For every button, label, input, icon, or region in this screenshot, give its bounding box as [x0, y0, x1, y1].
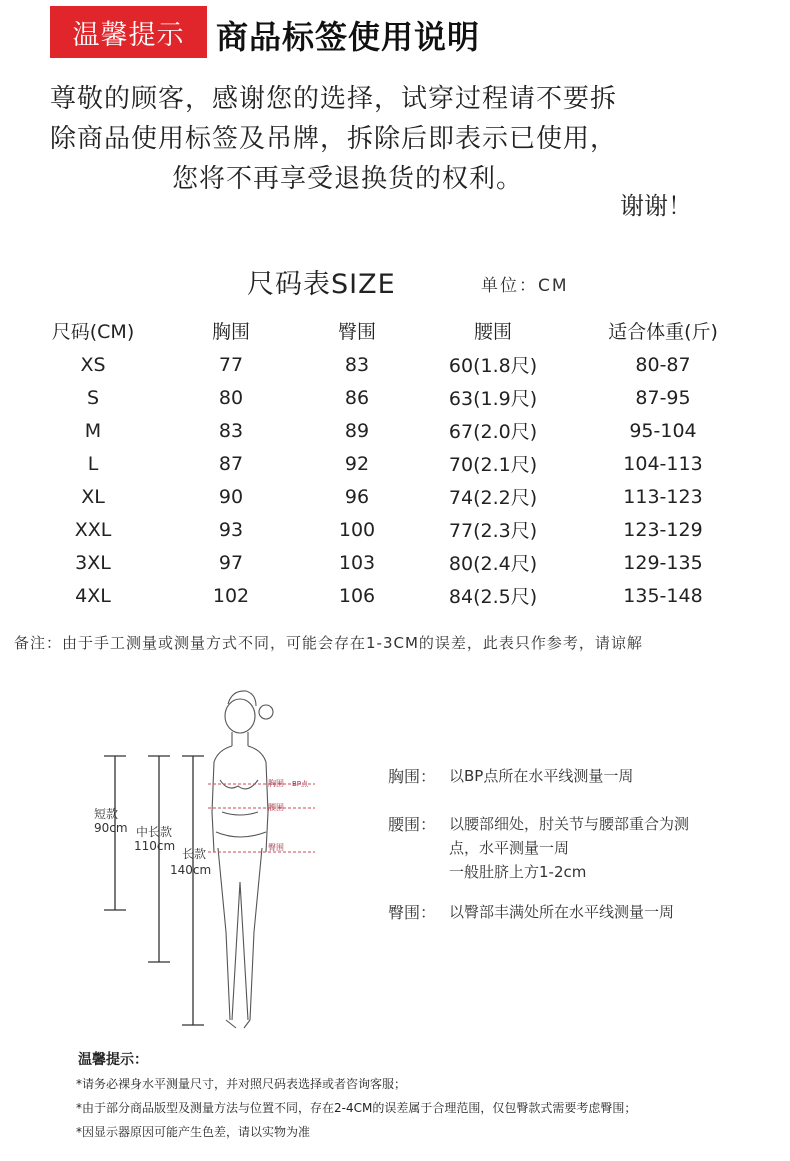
table-row: [40, 447, 738, 480]
cell-chest: 102: [212, 584, 250, 607]
guide-waist-desc-line-2: 点，水平测量一周: [449, 839, 570, 857]
cell-weight: 104-113: [623, 452, 703, 475]
cell-waist: 84(2.5尺): [448, 586, 538, 608]
size-chart-title: 尺码表SIZE: [247, 269, 396, 300]
table-header-row: [40, 312, 738, 348]
cell-chest: 87: [218, 452, 244, 475]
notice-line-1: 尊敬的顾客，感谢您的选择，试穿过程请不要拆: [50, 84, 618, 114]
column-header-weight: 适合体重(斤): [608, 320, 718, 343]
guide-waist-desc: [449, 812, 689, 884]
cell-weight: 95-104: [629, 419, 697, 442]
body-measurement-figure: [80, 682, 380, 1042]
cell-size: 3XL: [75, 551, 111, 574]
cell-size: XS: [80, 353, 106, 376]
page-title: 商品标签使用说明: [216, 18, 481, 56]
cell-hip: 96: [344, 485, 370, 508]
cell-hip: 100: [338, 518, 376, 541]
cell-waist: 74(2.2尺): [448, 487, 538, 509]
cell-waist: 63(1.9尺): [448, 388, 538, 410]
cell-waist: 77(2.3尺): [448, 520, 538, 542]
cell-chest: 93: [218, 518, 244, 541]
notice-line-2: 除商品使用标签及吊牌，拆除后即表示已使用，: [50, 124, 618, 154]
table-row: [40, 480, 738, 513]
cell-weight: 123-129: [623, 518, 703, 541]
tip-item: *由于部分商品版型及测量方法与位置不同，存在2-4CM的误差属于合理范围，仅包臀款式需要考虑臀围；: [76, 1101, 637, 1115]
thanks-text: 谢谢！: [620, 192, 692, 220]
notice-badge-label: 温馨提示: [72, 19, 185, 51]
table-row: [40, 513, 738, 546]
table-row: [40, 546, 738, 579]
tips-title: 温馨提示：: [78, 1052, 148, 1068]
cell-hip: 92: [344, 452, 370, 475]
cell-size: M: [84, 419, 102, 442]
tip-item: *因显示器原因可能产生色差，请以实物为准: [76, 1125, 311, 1139]
column-header-size: 尺码(CM): [51, 320, 135, 343]
cell-waist: 67(2.0尺): [448, 421, 538, 443]
long-length-label: 长款: [182, 847, 207, 861]
table-row: [40, 414, 738, 447]
notice-badge: [50, 6, 207, 58]
long-length-value: 140cm: [170, 863, 212, 877]
cell-size: 4XL: [75, 584, 111, 607]
size-chart-remark: 备注：由于手工测量或测量方式不同，可能会存在1-3CM的误差，此表只作参考，请谅解: [14, 634, 643, 652]
short-length-label: 短款: [94, 807, 119, 821]
guide-hip-desc: 以臀部丰满处所在水平线测量一周: [449, 903, 675, 921]
cell-waist: 70(2.1尺): [448, 454, 538, 476]
cell-weight: 87-95: [635, 386, 691, 409]
cell-chest: 90: [218, 485, 244, 508]
cell-weight: 129-135: [623, 551, 703, 574]
cell-weight: 80-87: [635, 353, 691, 376]
cell-chest: 80: [218, 386, 244, 409]
notice-line-3: 您将不再享受退换货的权利。: [172, 164, 524, 194]
cell-hip: 83: [344, 353, 370, 376]
column-header-chest: 胸围: [211, 320, 250, 343]
short-length-value: 90cm: [94, 821, 128, 835]
mid-length-label: 中长款: [136, 825, 173, 839]
cell-hip: 103: [338, 551, 376, 574]
cell-weight: 135-148: [623, 584, 703, 607]
woman-outline: [212, 691, 273, 1028]
guide-waist-desc-line-1: 以腰部细处，肘关节与腰部重合为测: [449, 815, 690, 833]
guide-waist-label: 腰围：: [388, 815, 437, 834]
table-row: [40, 348, 738, 381]
waist-marker-label: 腰围: [268, 803, 284, 812]
bp-marker-label: BP点: [292, 780, 309, 788]
cell-waist: 60(1.8尺): [448, 355, 538, 377]
column-header-hip: 臀围: [337, 320, 376, 343]
guide-chest-desc: 以BP点所在水平线测量一周: [449, 767, 634, 785]
chest-marker-label: 胸围: [268, 779, 284, 788]
guide-hip-label: 臀围：: [388, 903, 437, 922]
length-bar-long: [182, 756, 207, 1025]
cell-weight: 113-123: [623, 485, 703, 508]
guide-waist-desc-line-3: 一般肚脐上方1-2cm: [449, 863, 587, 881]
cell-chest: 77: [218, 353, 244, 376]
cell-size: S: [86, 386, 100, 409]
cell-waist: 80(2.4尺): [448, 553, 538, 575]
cell-hip: 89: [344, 419, 370, 442]
cell-size: XL: [81, 485, 105, 508]
cell-chest: 97: [218, 551, 244, 574]
cell-size: XXL: [74, 518, 112, 541]
cell-hip: 86: [344, 386, 370, 409]
mid-length-value: 110cm: [134, 839, 176, 853]
hip-marker-label: 臀围: [268, 843, 284, 852]
tip-item: *请务必裸身水平测量尺寸，并对照尺码表选择或者咨询客服；: [76, 1077, 407, 1091]
length-bar-mid: [148, 756, 170, 962]
cell-chest: 83: [218, 419, 244, 442]
cell-hip: 106: [338, 584, 376, 607]
table-row: [40, 579, 738, 612]
size-table: [40, 312, 738, 612]
guide-chest-label: 胸围：: [388, 767, 437, 786]
table-row: [40, 381, 738, 414]
size-chart-unit: 单位：CM: [481, 276, 569, 296]
cell-size: L: [87, 452, 99, 475]
column-header-waist: 腰围: [473, 320, 512, 343]
